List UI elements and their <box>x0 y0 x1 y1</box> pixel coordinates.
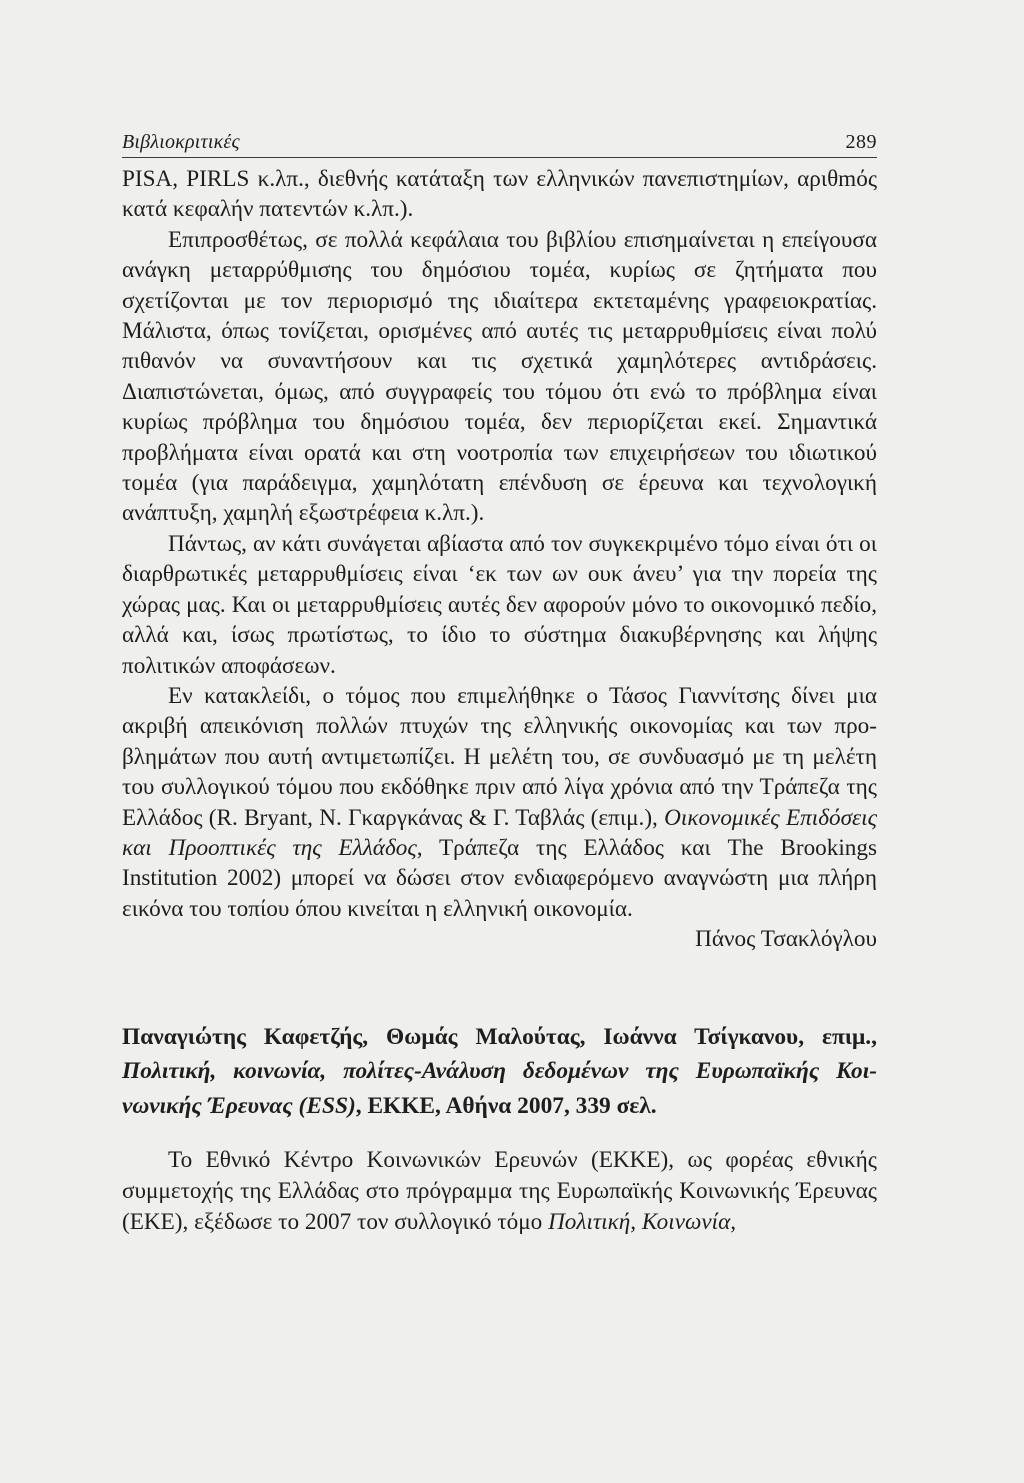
reviewer-signature: Πάνος Τσακλόγλου <box>695 926 877 953</box>
review-body <box>122 1145 877 1238</box>
paragraph-text: , Τράπεζα της Ελλάδος και The Brookings Institution 2002) μπορεί να δώσει στον ενδιαφερόμενο αναγνώστη μια πλήρη εικόνα του τοπίου όπου κινείται η ελληνική οικονομία. <box>122 834 878 922</box>
publication-info: , ΕΚΚΕ, Αθήνα 2007, 339 σελ. <box>355 1092 657 1119</box>
cited-book-title: Πολιτική, Κοινωνία, <box>548 1209 737 1236</box>
paragraph <box>122 681 877 924</box>
book-page <box>122 128 877 1238</box>
paragraph-continuation: PISA, PIRLS κ.λπ., διεθνής κατάταξη των ελληνικών πανεπιστημίων, αριθmός κατά κεφαλήν πατεντών κ.λπ.). <box>122 166 877 223</box>
running-header <box>122 128 877 158</box>
page-number: 289 <box>845 131 877 153</box>
paragraph: Πάντως, αν κάτι συνάγεται αβίαστα από τον συγκεκριμένο τόμο είναι ότι οι διαρθρωτικές μεταρρυθμίσεις είναι ‘εκ των ων ουκ άνευ’ για την πορεία της χώρας μας. Και οι μεταρρυθμίσεις αυτές δεν αφορούν μόνο το οικονομικό πεδίο, αλλά και, ίσως πρωτίστως, το ίδιο το σύστημα διακυβέρνησης και λήψης πολιτικών αποφάσεων. <box>122 530 877 679</box>
review-heading <box>122 1020 877 1124</box>
review-body-continued <box>122 164 877 924</box>
paragraph-text: Εν κατακλείδι, ο τόμος που επιμελήθηκε ο Τάσος Γιαννίτσης δίνει μια ακριβή απεικόνιση πολλών πτυχών της ελληνικής οικονομίας και των προβλημάτων που αυτή αντιμετωπίζει. Η μελέτη του, σε συνδυασμό με τη μελέτη του συλλογικού τόμου που εκδόθηκε πριν από λίγα χρόνια από την Τράπεζα της Ελλάδος (R. Bryant, N. Γκαργκάνας & Γ. Ταβλάς (επιμ.), <box>122 682 877 831</box>
running-title: Βιβλιοκριτικές <box>122 131 240 153</box>
review-editors: Παναγιώτης Καφετζής, Θωμάς Μαλούτας, Ιωάννα Τσίγκανου, επιμ., <box>122 1023 877 1050</box>
cited-book-title: Οικονομικές Επιδόσεις και Προοπτικές της Ελλάδος <box>122 804 878 861</box>
paragraph: Επιπροσθέτως, σε πολλά κεφάλαια του βιβλίου επισημαίνεται η επείγουσα ανάγκη μεταρρύθμισης του δημόσιου τομέα, κυρίως σε ζητήματα που σχετίζονται με τον περιορισμό της ιδιαίτερα εκτεταμένης γραφειοκρατίας. Μάλιστα, όπως τονίζεται, ορισμένες από αυτές τις μεταρρυθμίσεις είναι πολύ πιθανόν να συναντήσουν και τις σχετικά χαμηλότερες αντιδράσεις. Διαπιστώνεται, όμως, από συγγραφείς του τόμου ότι ενώ το πρόβλημα είναι κυρίως πρόβλημα του δημόσιου τομέα, δεν περιορίζεται εκεί. Σημαντικά προβλήματα είναι ορατά και στη νοοτροπία των επιχειρήσεων του ιδιωτικού τομέα (για παράδειγμα, χαμηλότατη επένδυση σε έρευνα και τεχνολογική ανάπτυξη, χαμηλή εξωστρέφεια κ.λπ.). <box>122 226 877 527</box>
paragraph-text: Το Εθνικό Κέντρο Κοινωνικών Ερευνών (ΕΚΚΕ), ως φορέας εθνικής συμμετοχής της Ελλάδας στο πρόγραμμα της Ευρωπαϊκής Κοινωνικής Έρευνας (ΕΚΕ), εξέδωσε το 2007 τον συλλογικό τόμο <box>122 1147 877 1236</box>
reviewed-book-title: Πολιτική, κοινωνία, πολίτες-Ανάλυση δεδομένων της Ευρωπαϊκής Κοινωνικής Έρευνας (ESS) <box>122 1058 877 1119</box>
